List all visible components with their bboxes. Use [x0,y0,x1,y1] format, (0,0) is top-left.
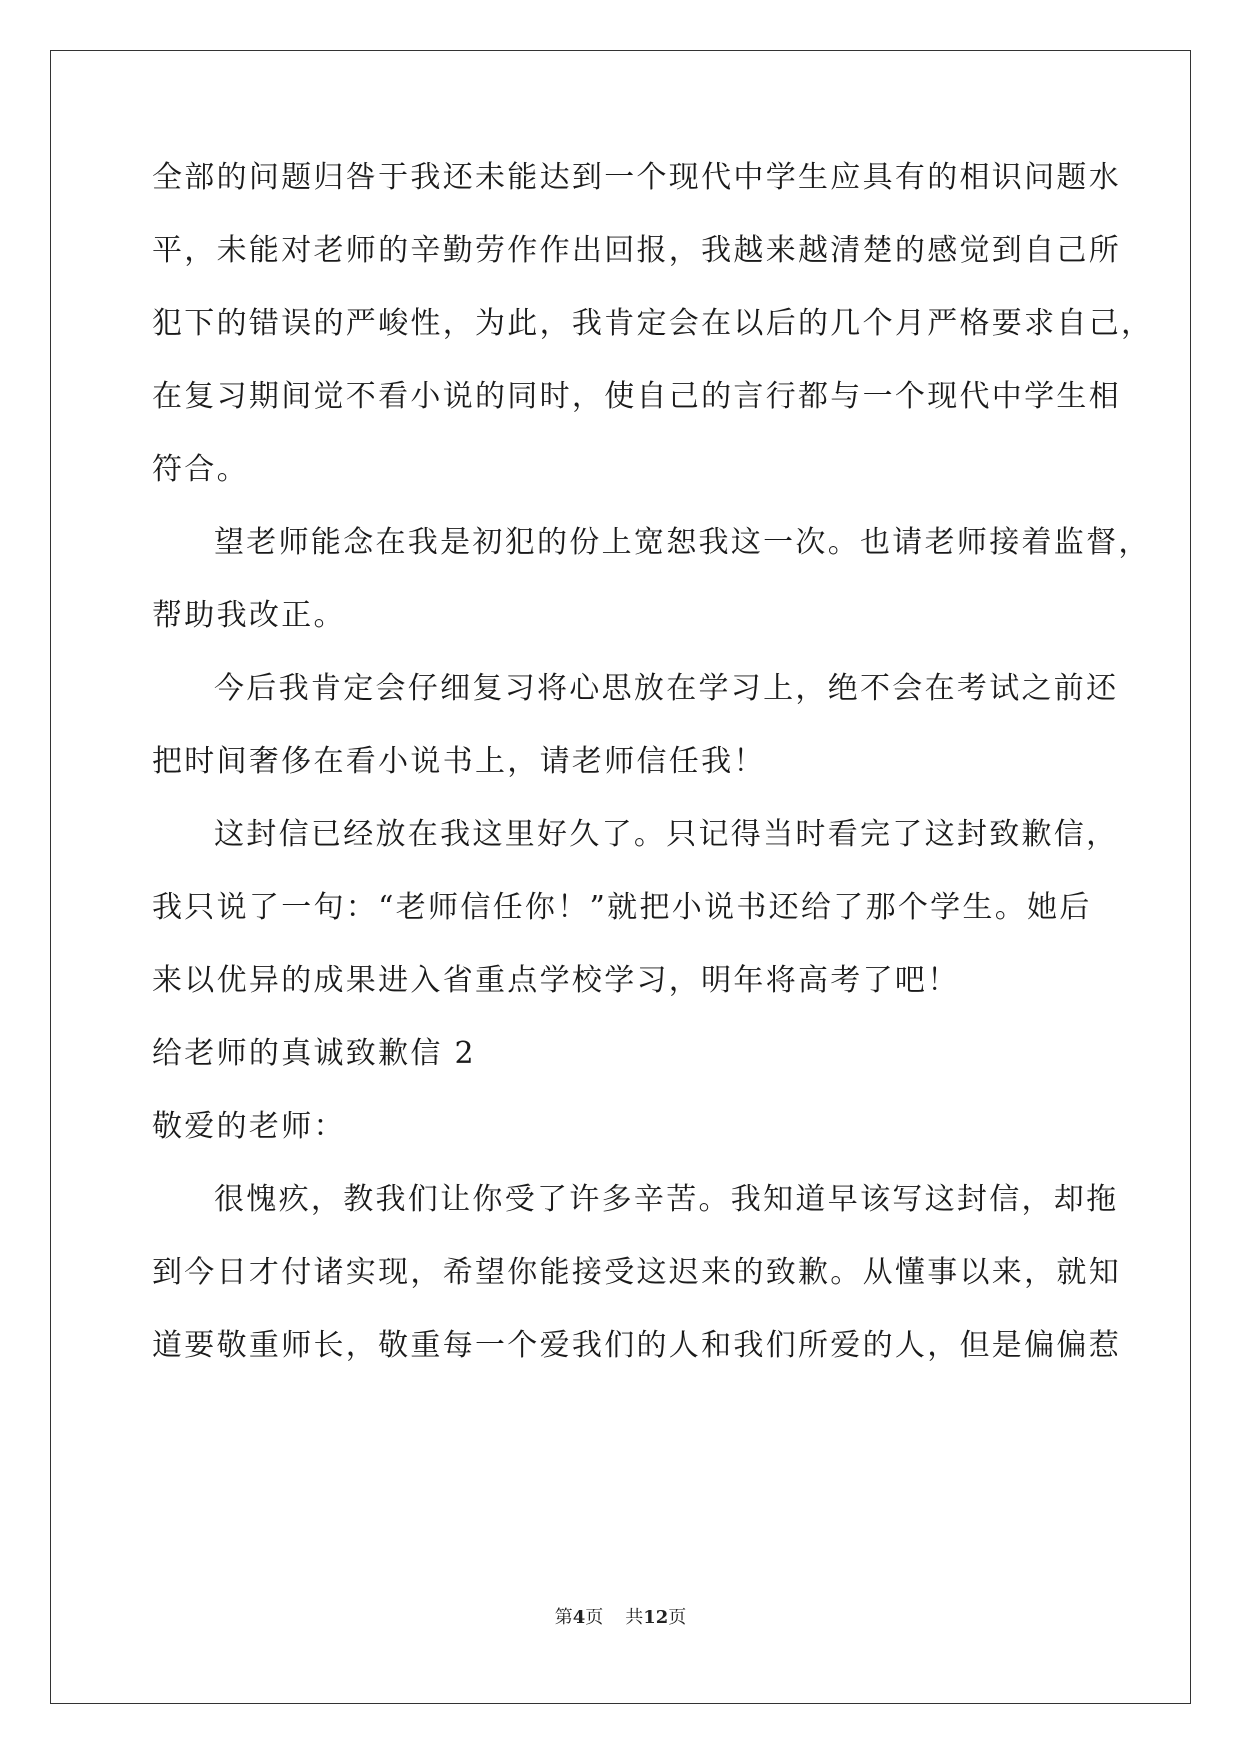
footer-label: 页 [668,1607,687,1628]
current-page-number: 4 [572,1607,586,1628]
salutation: 敬爱的老师： [152,1109,346,1144]
paragraph-first-line: 望老师能念在我是初犯的份上宽恕我这一次。也请老师接着监督， [214,525,1151,560]
text-line: 符合。 [152,452,249,487]
footer-label: 页 [585,1607,604,1628]
section-heading: 给老师的真诚致歉信 2 [152,1036,476,1071]
text-line: 来以优异的成果进入省重点学校学习，明年将高考了吧！ [152,963,960,998]
text-line: 道要敬重师长，敬重每一个爱我们的人和我们所爱的人，但是偏偏惹 [152,1328,1121,1363]
total-page-count: 12 [643,1607,669,1628]
paragraph-first-line: 这封信已经放在我这里好久了。只记得当时看完了这封致歉信， [214,817,1119,852]
page-footer [0,1603,1241,1629]
text-line: 在复习期间觉不看小说的同时，使自己的言行都与一个现代中学生相 [152,379,1121,414]
footer-label: 共 [625,1607,644,1628]
text-line: 全部的问题归咎于我还未能达到一个现代中学生应具有的相识问题水 [152,160,1121,195]
text-line: 平，未能对老师的辛勤劳作作出回报，我越来越清楚的感觉到自己所 [152,233,1121,268]
text-line: 到今日才付诸实现，希望你能接受这迟来的致歉。从懂事以来，就知 [152,1255,1121,1290]
paragraph-first-line: 很愧疚，教我们让你受了许多辛苦。我知道早该写这封信，却拖 [214,1182,1119,1217]
text-line: 帮助我改正。 [152,598,346,633]
footer-label: 第 [554,1607,573,1628]
text-line: 我只说了一句：“老师信任你！”就把小说书还给了那个学生。她后 [152,890,1092,925]
text-line: 犯下的错误的严峻性，为此，我肯定会在以后的几个月严格要求自己， [152,306,1154,341]
paragraph-first-line: 今后我肯定会仔细复习将心思放在学习上，绝不会在考试之前还 [214,671,1119,706]
text-line: 把时间奢侈在看小说书上，请老师信任我！ [152,744,766,779]
page-frame [50,50,1191,1704]
